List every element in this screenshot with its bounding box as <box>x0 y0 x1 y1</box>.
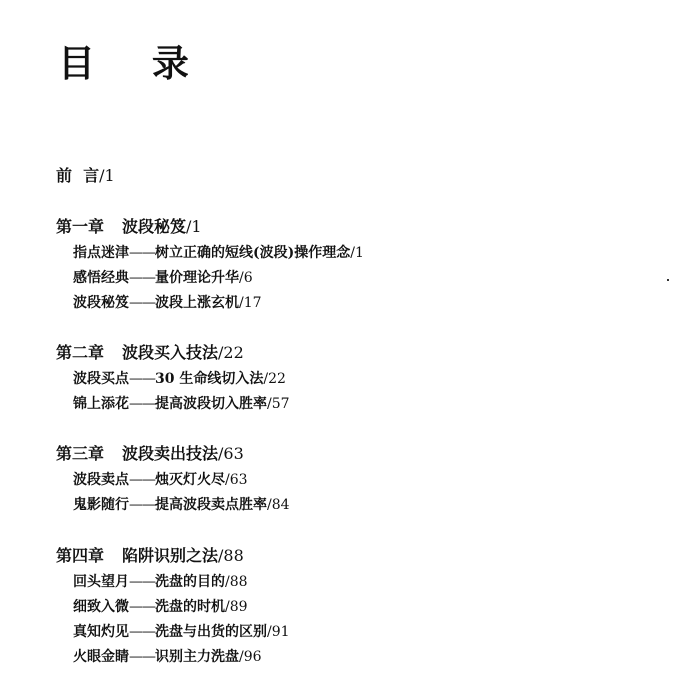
chapter-4-number: 第四章 <box>56 546 105 565</box>
section-title: 鬼影随行 <box>73 497 129 513</box>
section-title: 细致入微 <box>73 599 129 615</box>
toc-chapter-1[interactable] <box>56 217 202 237</box>
section-dash: —— <box>129 472 155 488</box>
chapter-4-page: /88 <box>218 546 244 565</box>
chapter-4-title: 陷阱识别之法 <box>122 546 219 565</box>
toc-section[interactable] <box>73 470 248 490</box>
chapter-2-page: /22 <box>218 343 244 362</box>
toc-chapter-3[interactable] <box>56 444 244 464</box>
section-subtitle: 洗盘的目的 <box>155 574 225 590</box>
section-subtitle: 烛灭灯火尽 <box>155 472 225 488</box>
section-dash: —— <box>129 396 155 412</box>
section-page: /91 <box>267 624 290 640</box>
chapter-2-title: 波段买入技法 <box>122 343 219 362</box>
section-title: 回头望月 <box>73 574 129 590</box>
section-page: /63 <box>225 472 248 488</box>
section-dash: —— <box>129 624 155 640</box>
section-subtitle: 识别主力洗盘 <box>155 649 239 665</box>
toc-section[interactable] <box>73 293 262 313</box>
preface-label: 前 言 <box>56 166 100 185</box>
toc-section[interactable] <box>73 394 290 414</box>
section-subtitle: 30 生命线切入法 <box>155 371 264 387</box>
page-title: 目 录 <box>58 42 211 85</box>
toc-section[interactable] <box>73 572 248 592</box>
scan-speck <box>667 279 669 281</box>
section-dash: —— <box>129 574 155 590</box>
section-subtitle: 波段上涨玄机 <box>155 295 239 311</box>
section-subtitle: 树立正确的短线(波段)操作理念 <box>155 245 351 261</box>
section-page: /57 <box>267 396 290 412</box>
section-dash: —— <box>129 599 155 615</box>
section-page: /96 <box>239 649 262 665</box>
chapter-3-title: 波段卖出技法 <box>122 444 219 463</box>
section-subtitle: 提高波段切入胜率 <box>155 396 267 412</box>
toc-section[interactable] <box>73 622 290 642</box>
toc-section[interactable] <box>73 647 262 667</box>
chapter-1-title: 波段秘笈 <box>122 217 187 236</box>
section-title: 火眼金睛 <box>73 649 129 665</box>
chapter-3-number: 第三章 <box>56 444 105 463</box>
section-title: 锦上添花 <box>73 396 129 412</box>
section-page: /84 <box>267 497 290 513</box>
section-dash: —— <box>129 245 155 261</box>
toc-chapter-4[interactable] <box>56 546 244 566</box>
toc-section[interactable] <box>73 243 364 263</box>
section-subtitle: 洗盘与出货的区别 <box>155 624 267 640</box>
toc-preface[interactable] <box>56 166 115 186</box>
section-page: /89 <box>225 599 248 615</box>
toc-section[interactable] <box>73 268 253 288</box>
section-title: 波段秘笈 <box>73 295 129 311</box>
chapter-3-page: /63 <box>218 444 244 463</box>
section-subtitle: 提高波段卖点胜率 <box>155 497 267 513</box>
chapter-1-page: /1 <box>186 217 202 236</box>
section-subtitle: 量价理论升华 <box>155 270 239 286</box>
section-title: 波段卖点 <box>73 472 129 488</box>
section-page: /17 <box>239 295 262 311</box>
chapter-1-number: 第一章 <box>56 217 105 236</box>
section-page: /22 <box>263 371 286 387</box>
section-title: 真知灼见 <box>73 624 129 640</box>
section-dash: —— <box>129 371 155 387</box>
chapter-2-number: 第二章 <box>56 343 105 362</box>
section-dash: —— <box>129 295 155 311</box>
toc-section[interactable] <box>73 369 286 389</box>
toc-chapter-2[interactable] <box>56 343 244 363</box>
section-dash: —— <box>129 270 155 286</box>
section-page: /88 <box>225 574 248 590</box>
section-title: 感悟经典 <box>73 270 129 286</box>
section-page: /1 <box>350 245 364 261</box>
preface-page: /1 <box>99 166 115 185</box>
section-dash: —— <box>129 649 155 665</box>
section-title: 波段买点 <box>73 371 129 387</box>
section-subtitle: 洗盘的时机 <box>155 599 225 615</box>
toc-section[interactable] <box>73 597 248 617</box>
toc-section[interactable] <box>73 495 290 515</box>
section-title: 指点迷津 <box>73 245 129 261</box>
section-page: /6 <box>239 270 253 286</box>
section-dash: —— <box>129 497 155 513</box>
